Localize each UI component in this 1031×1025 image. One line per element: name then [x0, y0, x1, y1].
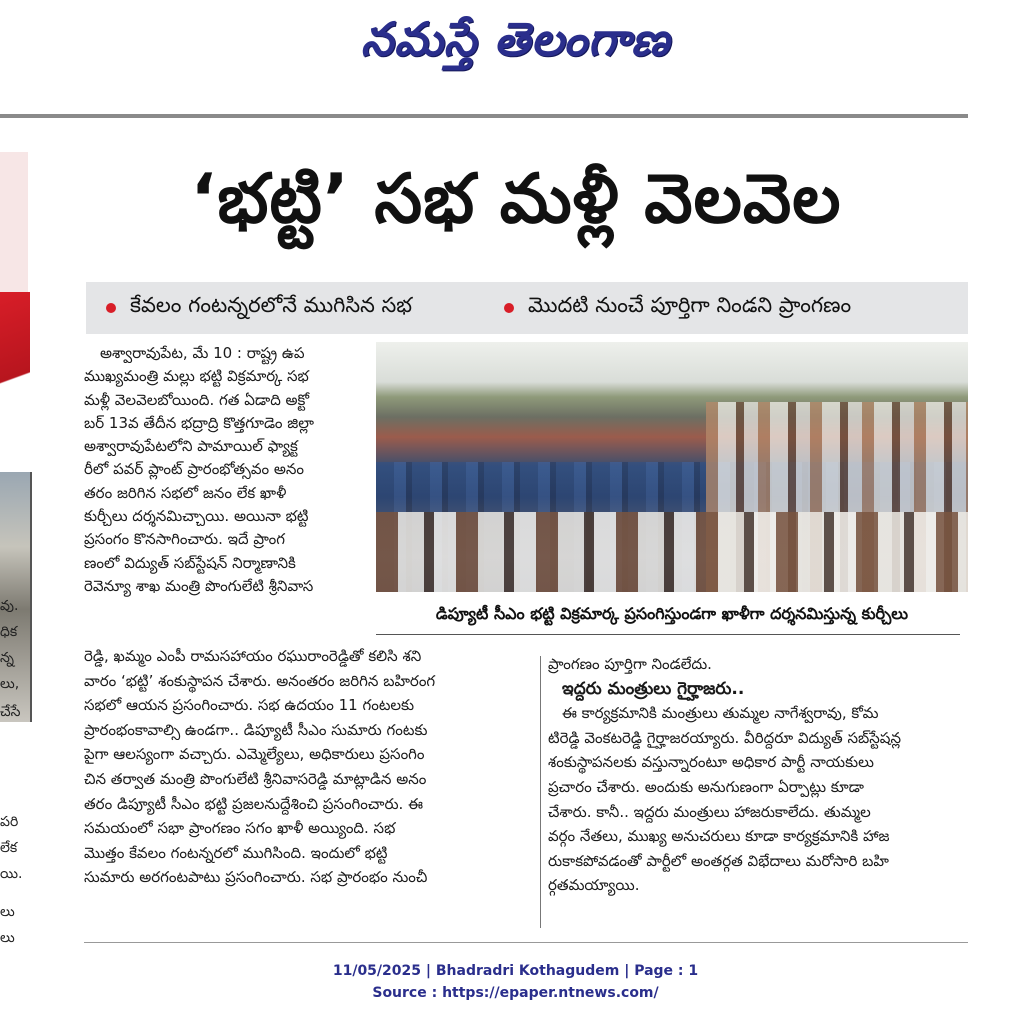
article-line: పైగా ఆలస్యంగా వచ్చారు. ఎమ్మెల్యేలు, అధికారులు ప్రసంగిం — [84, 745, 425, 764]
article-photo — [376, 342, 968, 592]
photo-caption: డిప్యూటీ సీఎం భట్టి విక్రమార్క ప్రసంగిస్తుండగా ఖాళీగా దర్శనమిస్తున్న కుర్చీలు — [435, 604, 909, 623]
adjacent-graphic-bg — [0, 152, 28, 292]
article-line: రీలో పవర్ ప్లాంట్ ప్రారంభోత్సవం అనం — [84, 460, 305, 479]
article-line: చిన తర్వాత మంత్రి పొంగులేటి శ్రీనివాసరెడ్డి మాట్లాడిన అనం — [84, 769, 427, 788]
fragment-text: చేసే — [0, 704, 21, 720]
article-line: కుర్చీలు దర్శనమిచ్చాయి. అయినా భట్టి — [84, 507, 309, 526]
article-line: టిరెడ్డి వెంకటరెడ్డి గైర్హాజరయ్యారు. వీరిద్దరూ విద్యుత్ సబ్‌స్టేషన్ల — [548, 728, 902, 747]
highlight-item — [504, 282, 851, 334]
article-line: వర్గం నేతలు, ముఖ్య అనుచరులు కూడా కార్యక్రమానికి హాజ — [548, 827, 890, 846]
caption-divider — [376, 634, 960, 635]
fragment-text: లు, — [0, 676, 20, 692]
fragment-text: ధిక — [0, 624, 18, 640]
masthead — [0, 4, 1031, 74]
column-divider — [540, 656, 541, 928]
footer-source-link[interactable]: Source : https://epaper.ntnews.com/ — [372, 985, 659, 1001]
bullet-icon — [106, 303, 116, 313]
article-line: ముఖ్యమంత్రి మల్లు భట్టి విక్రమార్క సభ — [84, 367, 309, 386]
highlight-text: మొదటి నుంచే పూర్తిగా నిండని ప్రాంగణం — [528, 293, 852, 317]
article-line: తరం డిప్యూటీ సీఎం భట్టి ప్రజలనుద్దేశించి ప్రసంగించారు. ఈ — [84, 794, 423, 813]
photo-foreground — [376, 512, 968, 592]
article-line: సుమారు అరగంటపాటు ప్రసంగించారు. సభ ప్రారంభం నుంచీ — [84, 868, 428, 887]
article-line: వారం ‘భట్టి’ శంకుస్థాపన చేశారు. అనంతరం జరిగిన బహిరంగ — [84, 671, 436, 690]
article-line: శంకుస్థాపనలకు వస్తున్నారంటూ అధికార పార్టీ నాయకులు — [548, 753, 874, 772]
page-bottom-divider — [84, 942, 968, 943]
article-line: మొత్తం కేవలం గంటన్నరలో ముగిసింది. ఇందులో భట్టి — [84, 843, 388, 862]
article-line: తరం జరిగిన సభలో జనం లేక ఖాళీ — [84, 483, 287, 502]
article-line: ఈ కార్యక్రమానికి మంత్రులు తుమ్మల నాగేశ్వరావు, కోమ — [562, 704, 879, 723]
newspaper-logo: నమస్తే తెలంగాణ — [360, 12, 671, 66]
adjacent-article-strip — [0, 142, 52, 944]
article-line: సమయంలో సభా ప్రాంగణం సగం ఖాళీ అయ్యింది. సభ — [84, 819, 396, 838]
fragment-text: పరి — [0, 814, 19, 830]
article-subhead: ఇద్దరు మంత్రులు గైర్హాజరు.. — [562, 678, 745, 699]
article-column-2 — [548, 652, 968, 898]
article-line: రుకాకపోవడంతో పార్టీలో అంతర్గత విభేదాలు మరోసారి బహి — [548, 851, 889, 870]
masthead-divider — [0, 114, 968, 118]
article-line: రెడ్డి, ఖమ్మం ఎంపీ రామసహాయం రఘురాంరెడ్డితో కలిసి శని — [84, 647, 422, 665]
page-footer — [0, 960, 1031, 1004]
article-column-1 — [84, 342, 370, 598]
article-line: ప్రసంగం కొనసాగించారు. ఇదే ప్రాంగ — [84, 530, 285, 549]
article-line: రెవెన్యూ శాఖ మంత్రి పొంగులేటి శ్రీనివాస — [84, 576, 314, 595]
bullet-icon — [504, 303, 514, 313]
highlight-text: కేవలం గంటన్నరలోనే ముగిసిన సభ — [130, 293, 413, 317]
article-line: ప్రాంగణం పూర్తిగా నిండలేదు. — [548, 655, 712, 673]
article-line: ర్గతమయ్యాయి. — [548, 876, 640, 895]
article-line: ప్రచారం చేశారు. అందుకు అనుగుణంగా ఏర్పాట్లు కూడా — [548, 777, 864, 796]
article-line: ప్రారంభంకావాల్సి ఉండగా.. డిప్యూటీ సీఎం సుమారు గంటకు — [84, 720, 428, 739]
fragment-text: వు. — [0, 598, 19, 614]
adjacent-photo-edge — [30, 472, 32, 722]
article-line: మళ్లీ వెలవెలబోయింది. గత ఏడాది అక్టో — [84, 390, 310, 409]
article-column-1-continued — [84, 644, 532, 890]
article-line: చేశారు. కానీ.. ఇద్దరు మంత్రులు హాజరుకాలేదు. తుమ్మల — [548, 802, 871, 821]
article-line: అశ్వారావుపేటలోని పామాయిల్ ఫ్యాక్ట — [84, 437, 298, 456]
fragment-text: లు — [0, 904, 15, 920]
fragment-text: యి. — [0, 866, 23, 882]
footer-date-edition: 11/05/2025 | Bhadradri Kothagudem | Page : 1 — [332, 963, 699, 979]
highlights-bar — [86, 282, 968, 334]
article-line: సభలో ఆయన ప్రసంగించారు. సభ ఉదయం 11 గంటలకు — [84, 696, 415, 715]
fragment-text: లు — [0, 930, 15, 944]
fragment-text: లేక — [0, 840, 18, 856]
article-line: బర్ 13వ తేదీన భద్రాద్రి కొత్తగూడెం జిల్లా — [84, 413, 314, 432]
fragment-text: న్న — [0, 650, 14, 666]
highlight-item — [106, 282, 412, 334]
article-line: అశ్వారావుపేట, మే 10 : రాష్ట్ర ఉప — [100, 344, 305, 362]
article-line: ణంలో విద్యుత్ సబ్‌స్టేషన్ నిర్మాణానికి — [84, 553, 296, 572]
article-headline: ‘భట్టి’ సభ మళ్లీ వెలవెల — [190, 160, 842, 239]
adjacent-graphic — [0, 292, 30, 432]
